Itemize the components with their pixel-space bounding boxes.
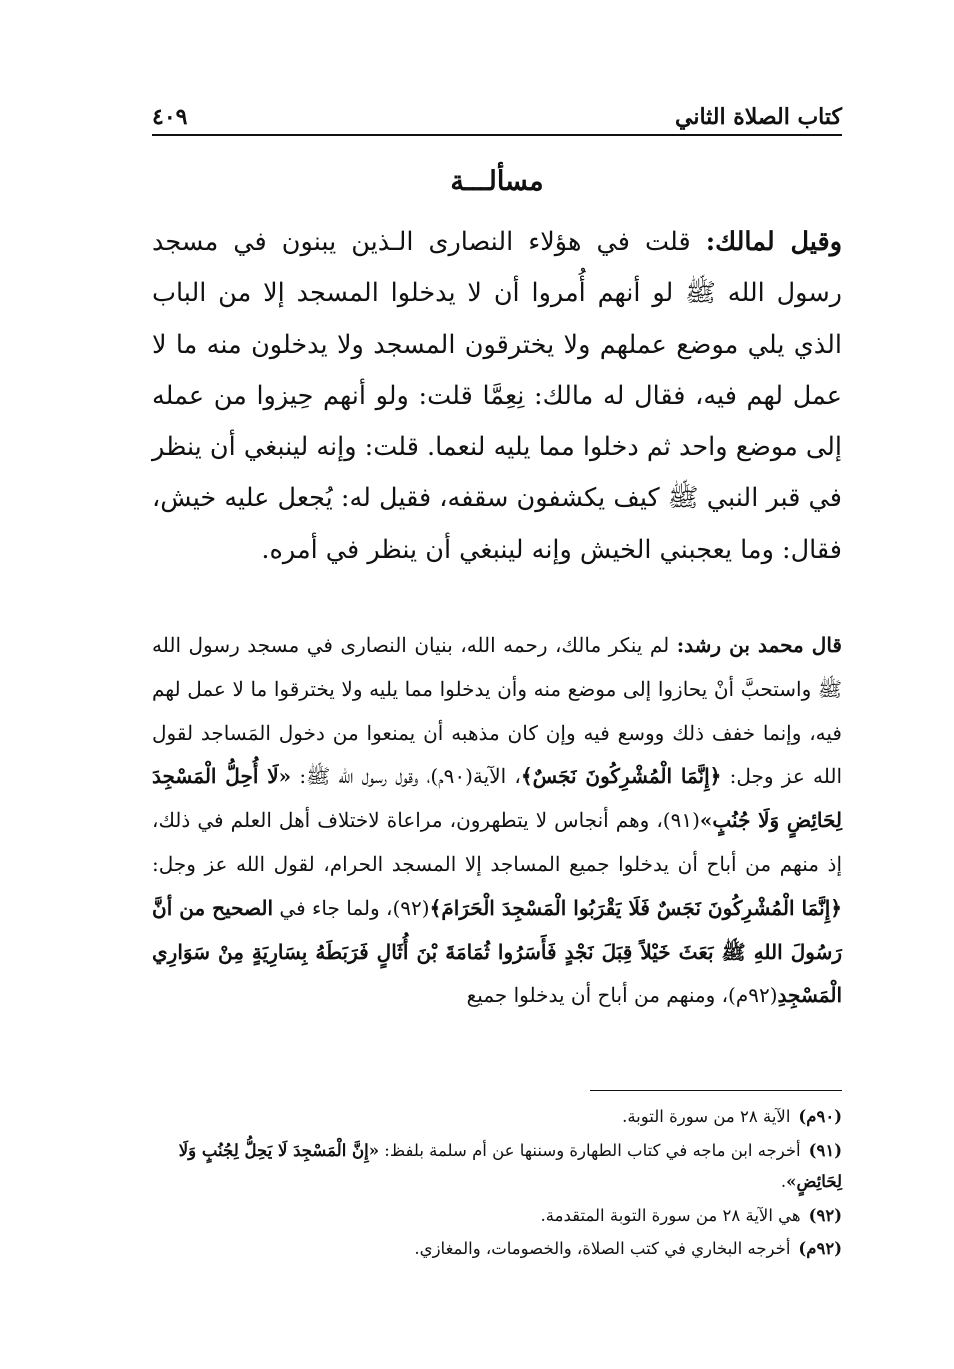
running-header [152, 90, 842, 130]
paragraph-text: قلت في هؤلاء النصارى الـذين يبنون في مسجد رسول الله ﷺ لو أنهم أُمروا أن لا يدخلوا المسجد إلا من الباب الذي يلي موضع عملهم ولا يخترقون المسجد ولا يدخلون منه ما لا عمل لهم فيه، فقال له مالك: نِعِمَّا قلت: ولو أنهم حِيزوا من عمله إلى موضع واحد ثم دخلوا مما يليه لنعما. قلت: وإنه لينبغي أن ينظر في قبر النبي ﷺ كيف يكشفون سقفه، فقيل له: يُجعل عليه خيش، فقال: وما يعجبني الخيش وإنه لينبغي أن ينظر في أمره. [152, 227, 842, 565]
footnote-text: الآية ٢٨ من سورة التوبة. [622, 1107, 791, 1126]
footnote-text: هي الآية ٢٨ من سورة التوبة المتقدمة. [540, 1205, 801, 1225]
footnote-text: . [780, 1172, 787, 1191]
section-title: مسألـــة [450, 166, 544, 197]
footnote-marker: (٩٠م) [798, 1107, 842, 1126]
hadith-quote: «إِنَّ الْمَسْجِدَ لَا يَحِلُّ لِجُنُبٍ وَلَا لِحَائِضٍ» [178, 1140, 842, 1191]
paragraph-text: لم ينكر مالك، رحمه الله، بنيان النصارى في مسجد رسول الله ﷺ واستحبَّ أنْ يحازوا إلى موضع منه وأن يدخلوا مما يليه ولا يخترقوا ما لا عمل لهم فيه، وإنما خفف ذلك ووسع فيه وإن كان مذهبه أن يمنعوا من دخول المَساجد لقول الله عز وجل: [152, 633, 843, 789]
paragraph-text: (٩١)، وهم أنجاس لا يتطهرون، مراعاة لاختلاف أهل العلم في ذلك، إذ منهم من أباح أن يدخلوا جميع المساجد إلا المسجد الحرام، لقول الله عز وجل: [152, 808, 842, 876]
footnote-text: أخرجه ابن ماجه في كتاب الطهارة وسننها عن أم سلمة بلفظ: [379, 1140, 801, 1160]
hadith-quote: الصحيح من أنَّ رَسُولَ اللهِ ﷺ بَعَثَ خَيْلاً قِبَلَ نَجْدٍ فَأَسَرُوا ثُمَامَةَ بْنَ أُثَالٍ فَرَبَطَهُ بِسَارِيَةٍ مِنْ سَوَارِي الْمَسْجِدِ [152, 895, 842, 1008]
footnote [152, 1233, 842, 1265]
footnote-separator [590, 1090, 842, 1091]
paragraph-lead: قال محمد بن رشد: [676, 633, 842, 657]
paragraph-lead: وقيل لمالك: [705, 227, 843, 257]
quran-quote: ﴿إِنَّمَا الْمُشْرِكُونَ نَجَسٌ﴾ [520, 764, 722, 789]
footnote-text: أخرجه البخاري في كتب الصلاة، والخصومات، والمغازي. [414, 1239, 791, 1258]
header-rule [152, 134, 842, 136]
footnote [152, 1200, 842, 1232]
paragraph-text: (٩٢م)، ومنهم من أباح أن يدخلوا جميع [466, 983, 778, 1008]
footnote [152, 1135, 842, 1198]
book-title: كتاب الصلاة الثاني [674, 104, 842, 130]
footnote-marker: (٩١) [808, 1140, 842, 1160]
quran-quote: ﴿إِنَّمَا الْمُشْرِكُونَ نَجَسٌ فَلَا يَقْرَبُوا الْمَسْجِدَ الْحَرَامَ﴾ [429, 895, 842, 920]
footnote-marker: (٩٢) [808, 1205, 842, 1225]
paragraph-text: ، الآية(٩٠م)، وقول رسول الله ﷺ: [291, 764, 521, 789]
page-number: ٤٠٩ [152, 104, 188, 130]
footnotes [152, 1101, 842, 1267]
paragraph-text: (٩٢)، ولما جاء في [273, 895, 430, 920]
paragraph-ibn-rushd-commentary [152, 624, 842, 1018]
footnote-marker: (٩٢م) [798, 1239, 842, 1258]
hadith-quote: «لَا أُحِلُّ الْمَسْجِدَ لِحَائِضٍ وَلَا جُنُبٍ» [152, 764, 842, 833]
footnote [152, 1101, 842, 1133]
paragraph-malik-question [152, 217, 842, 576]
